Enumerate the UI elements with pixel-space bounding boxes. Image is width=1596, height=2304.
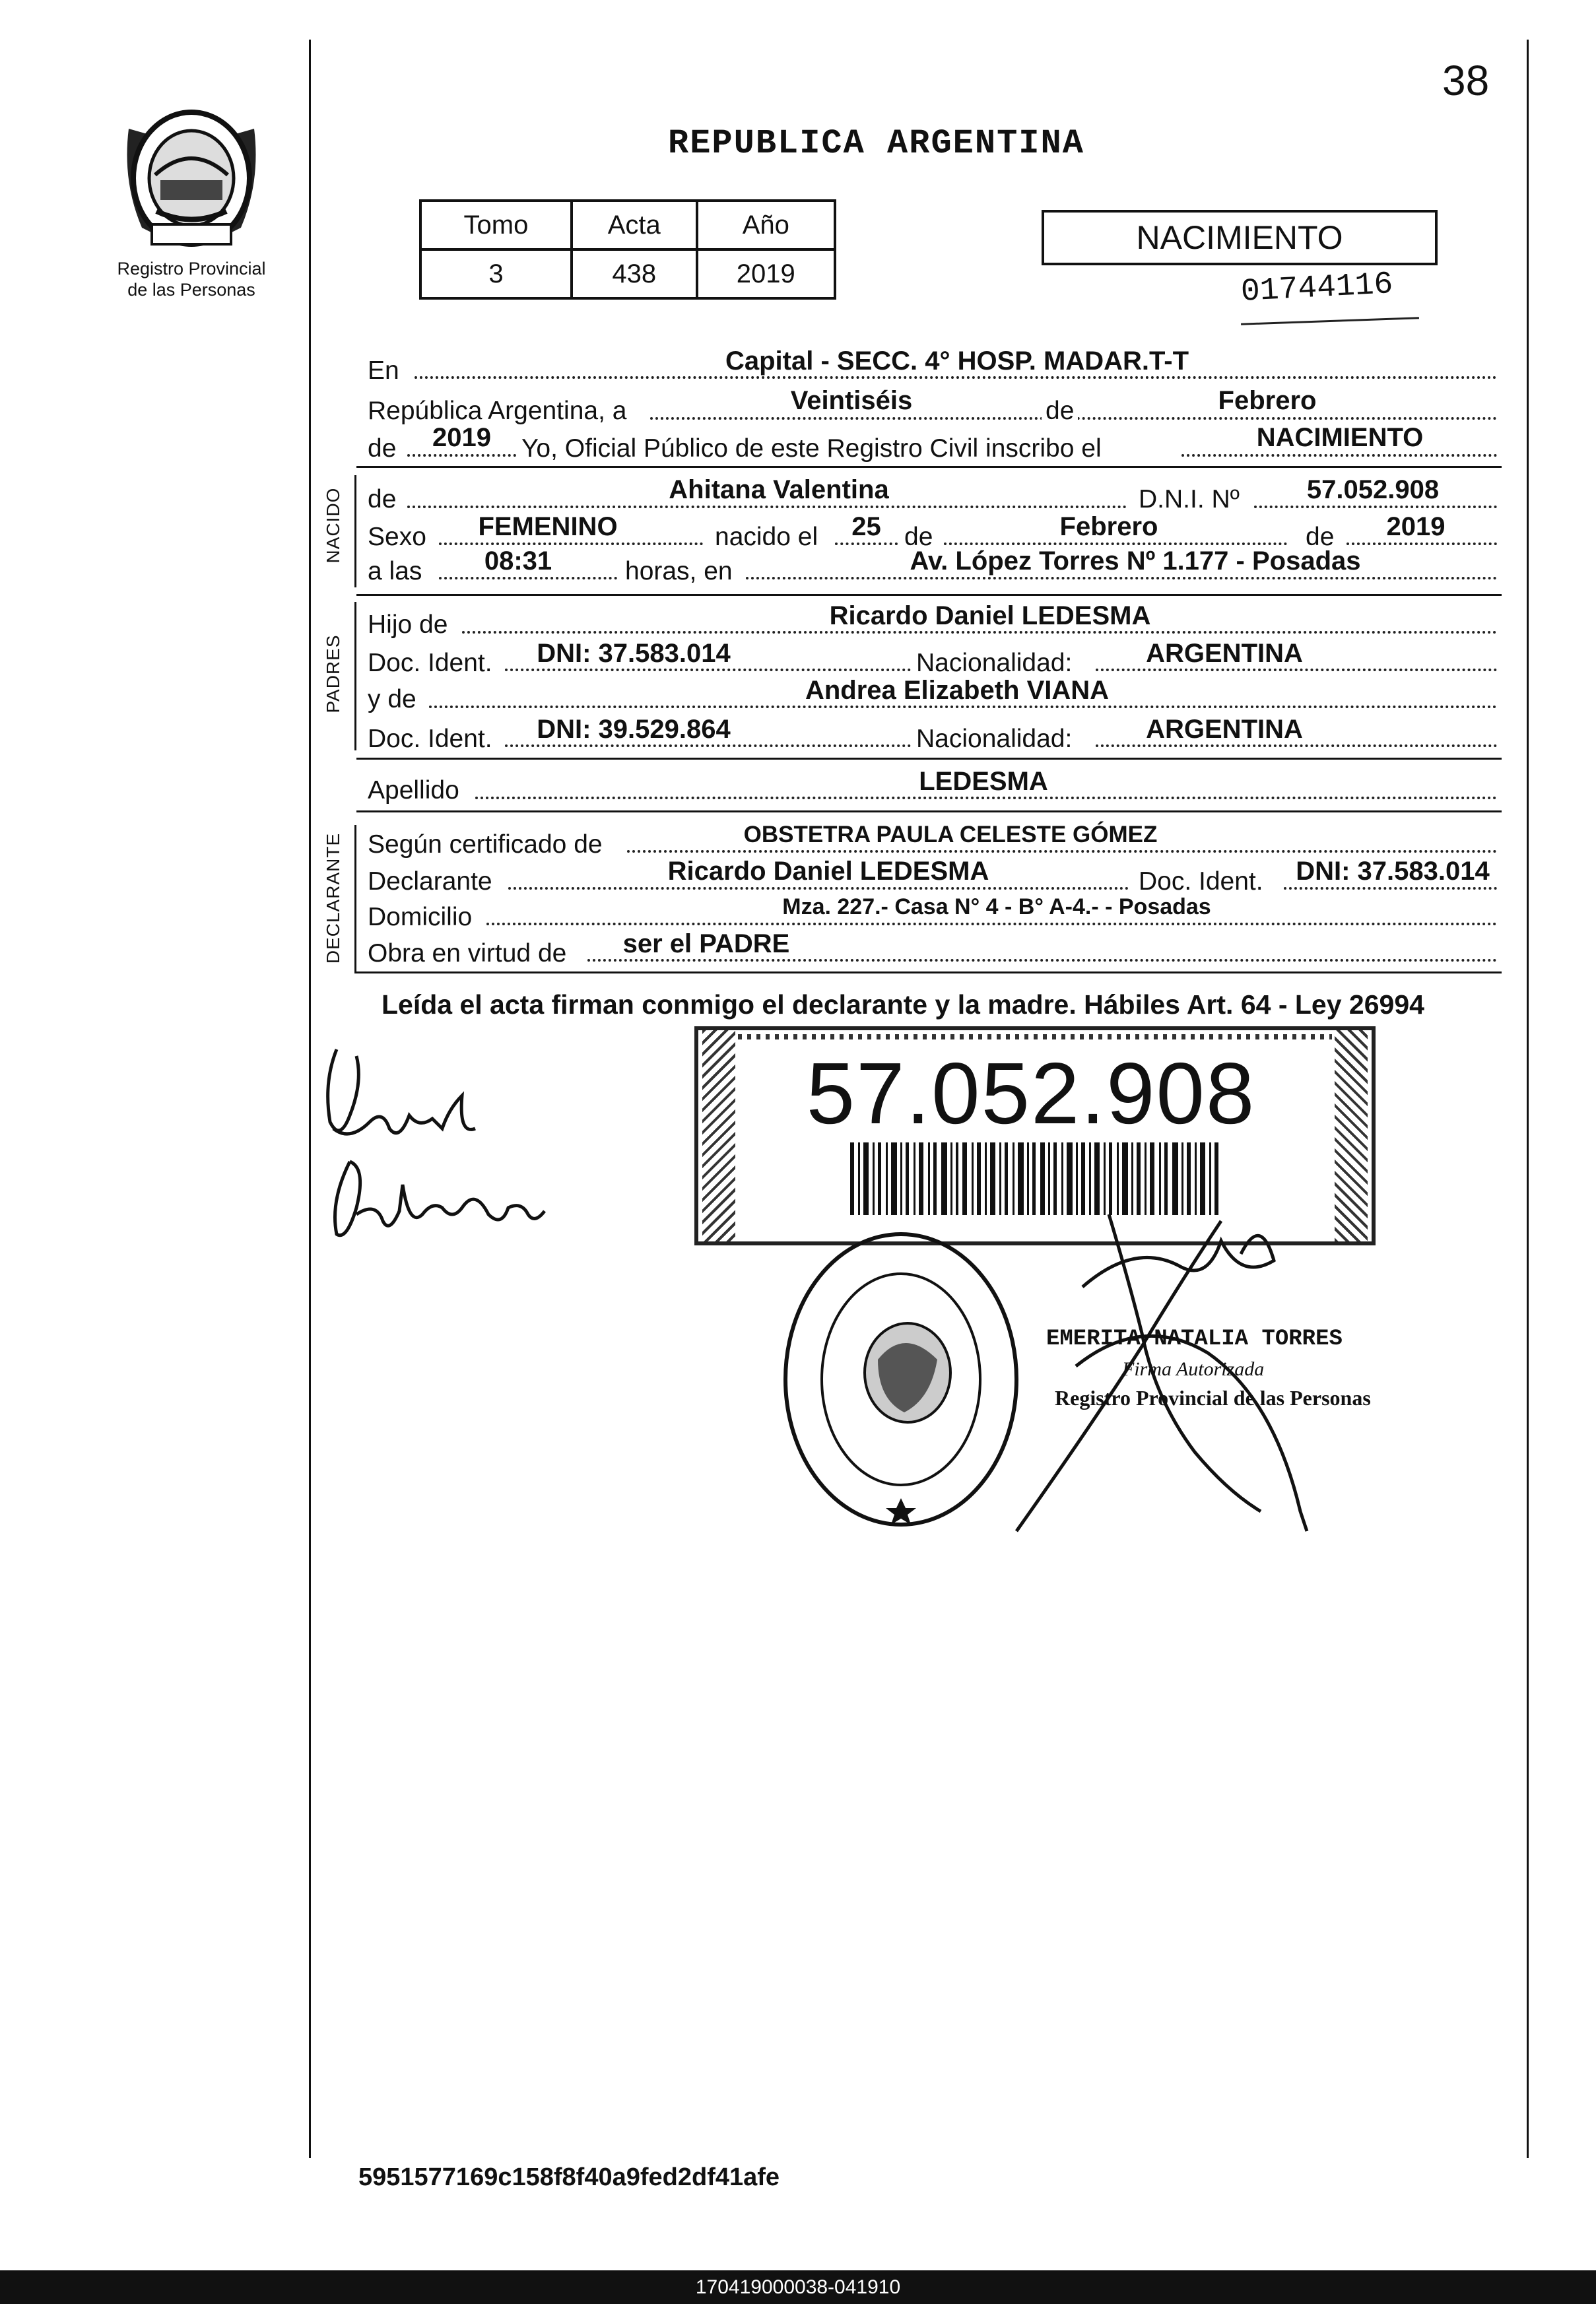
padres-bracket bbox=[354, 602, 356, 750]
declarante-dots bbox=[508, 887, 1129, 890]
footer-bar bbox=[0, 2270, 1596, 2304]
domicilio-value: Mza. 227.- Casa N° 4 - B° A-4.- - Posadas bbox=[782, 894, 1211, 919]
hijo-de-label: Hijo de bbox=[368, 610, 448, 639]
republica-label: República Argentina, a bbox=[368, 397, 627, 425]
day-value: Veintiséis bbox=[790, 386, 913, 415]
en-value: Capital - SECC. 4° HOSP. MADAR.T-T bbox=[725, 346, 1189, 376]
page-number: 38 bbox=[1442, 57, 1490, 104]
father-nationality-label: Nacionalidad: bbox=[916, 649, 1073, 677]
declarante-section-label: DECLARANTE bbox=[323, 832, 343, 964]
ano-value: 2019 bbox=[697, 249, 835, 298]
month-value: Febrero bbox=[1218, 386, 1317, 415]
official-name: EMERITA NATALIA TORRES bbox=[1046, 1327, 1343, 1352]
en-dots bbox=[415, 376, 1497, 379]
mother-nationality: ARGENTINA bbox=[1146, 715, 1303, 744]
official-stamp bbox=[779, 1228, 1023, 1531]
logo-caption-line1: Registro Provincial bbox=[117, 259, 266, 279]
birth-year: 2019 bbox=[1386, 512, 1446, 541]
register-table bbox=[419, 199, 836, 300]
certificado-label: Según certificado de bbox=[368, 830, 603, 859]
mother-doc-label: Doc. Ident. bbox=[368, 725, 492, 753]
en-label: En bbox=[368, 356, 399, 385]
inscribo-label: Yo, Oficial Público de este Registro Civil inscribo el bbox=[521, 434, 1102, 463]
place-dots bbox=[746, 577, 1497, 579]
nacido-bracket bbox=[354, 475, 356, 587]
closing-text: Leída el acta firman conmigo el declarante y la madre. Hábiles Art. 64 - Ley 26994 bbox=[382, 989, 1424, 1020]
de-label-1: de bbox=[1042, 398, 1078, 424]
birth-time: 08:31 bbox=[484, 546, 552, 576]
year-dots bbox=[407, 454, 516, 457]
acta-header: Acta bbox=[572, 201, 697, 249]
separator-4 bbox=[356, 810, 1502, 812]
separator-3 bbox=[356, 758, 1502, 760]
time-dots bbox=[439, 577, 617, 579]
domicilio-label: Domicilio bbox=[368, 903, 473, 931]
seal-icon bbox=[116, 102, 267, 254]
obra-label: Obra en virtud de bbox=[368, 939, 567, 968]
name-dots bbox=[407, 506, 1127, 508]
sexo-dots bbox=[439, 543, 703, 545]
a-las-label: a las bbox=[368, 557, 422, 585]
sexo-label: Sexo bbox=[368, 523, 426, 551]
birth-de-label-2: de bbox=[1306, 523, 1335, 551]
declarante-label: Declarante bbox=[368, 867, 492, 896]
declarante-doc: DNI: 37.583.014 bbox=[1296, 857, 1490, 886]
child-name: Ahitana Valentina bbox=[669, 475, 889, 504]
mother-name: Andrea Elizabeth VIANA bbox=[805, 676, 1110, 705]
father-nat-dots bbox=[1096, 669, 1497, 671]
logo-caption-line2: de las Personas bbox=[127, 280, 255, 300]
nacido-section-label: NACIDO bbox=[323, 487, 343, 564]
declarante-doc-label: Doc. Ident. bbox=[1139, 867, 1263, 896]
father-dots bbox=[462, 631, 1497, 634]
declarante-bracket bbox=[354, 825, 356, 973]
domicilio-dots bbox=[486, 923, 1497, 925]
sticker-number: 57.052.908 bbox=[806, 1045, 1256, 1142]
birth-place: Av. López Torres Nº 1.177 - Posadas bbox=[910, 546, 1361, 576]
acta-value: 438 bbox=[572, 249, 697, 298]
birth-month: Febrero bbox=[1059, 512, 1158, 541]
birthmonth-dots bbox=[944, 543, 1287, 545]
declarante-doc-dots bbox=[1284, 887, 1497, 890]
father-nationality: ARGENTINA bbox=[1146, 639, 1303, 668]
padres-section-label: PADRES bbox=[323, 634, 343, 713]
apellido-label: Apellido bbox=[368, 776, 459, 805]
de-label-2: de bbox=[368, 434, 397, 463]
obra-value: ser el PADRE bbox=[622, 929, 790, 958]
hash-code: 5951577169c158f8f40a9fed2df41afe bbox=[358, 2163, 780, 2191]
father-doc: DNI: 37.583.014 bbox=[537, 639, 731, 668]
father-name: Ricardo Daniel LEDESMA bbox=[829, 601, 1151, 630]
province-logo bbox=[116, 102, 267, 254]
nacido-de-label: de bbox=[368, 485, 397, 513]
horas-label: horas, en bbox=[625, 557, 733, 585]
mother-doc: DNI: 39.529.864 bbox=[537, 715, 731, 744]
dni-label: D.N.I. Nº bbox=[1139, 485, 1240, 513]
declarante-value: Ricardo Daniel LEDESMA bbox=[667, 857, 989, 886]
right-margin-rule bbox=[1527, 40, 1529, 2158]
separator-2 bbox=[356, 594, 1502, 596]
y-de-label: y de bbox=[368, 685, 416, 713]
official-role: Firma Autorizada bbox=[1122, 1358, 1265, 1380]
separator-1 bbox=[356, 466, 1502, 468]
birthday-dots bbox=[835, 543, 898, 545]
mother-nationality-label: Nacionalidad: bbox=[916, 725, 1073, 753]
child-dni: 57.052.908 bbox=[1306, 475, 1440, 504]
document-title: REPUBLICA ARGENTINA bbox=[668, 124, 1084, 163]
nacido-el-label: nacido el bbox=[715, 523, 818, 551]
serial-underline bbox=[1241, 317, 1419, 325]
certificado-value: OBSTETRA PAULA CELESTE GÓMEZ bbox=[743, 822, 1158, 847]
stamp-seal-icon bbox=[779, 1228, 1023, 1531]
certificado-dots bbox=[627, 850, 1497, 853]
obra-dots bbox=[587, 959, 1497, 962]
act-type-box bbox=[1042, 210, 1438, 265]
inscribo-value: NACIMIENTO bbox=[1256, 423, 1424, 452]
birth-de-label-1: de bbox=[904, 523, 933, 551]
birthyear-dots bbox=[1347, 543, 1497, 545]
separator-5 bbox=[356, 971, 1502, 973]
tomo-value: 3 bbox=[420, 249, 572, 298]
apellido-dots bbox=[475, 797, 1497, 799]
father-doc-label: Doc. Ident. bbox=[368, 649, 492, 677]
sticker-pattern-top bbox=[738, 1034, 1332, 1039]
serial-number: 01744116 bbox=[1240, 267, 1394, 310]
parent-signatures bbox=[310, 1043, 587, 1254]
act-type-label: NACIMIENTO bbox=[1136, 219, 1343, 256]
mother-nat-dots bbox=[1096, 744, 1497, 747]
footer-code: 170419000038-041910 bbox=[695, 2276, 901, 2298]
mother-doc-dots bbox=[505, 744, 911, 747]
father-doc-dots bbox=[505, 669, 911, 671]
birth-day: 25 bbox=[851, 512, 881, 541]
sexo-value: FEMENINO bbox=[478, 512, 618, 541]
year-value: 2019 bbox=[432, 423, 491, 452]
tomo-header: Tomo bbox=[420, 201, 572, 249]
inscribo-dots bbox=[1181, 454, 1497, 457]
official-office: Registro Provincial de las Personas bbox=[1055, 1386, 1371, 1410]
apellido-value: LEDESMA bbox=[919, 767, 1048, 796]
dni-dots bbox=[1254, 506, 1497, 508]
ano-header: Año bbox=[697, 201, 835, 249]
mother-dots bbox=[429, 706, 1497, 708]
